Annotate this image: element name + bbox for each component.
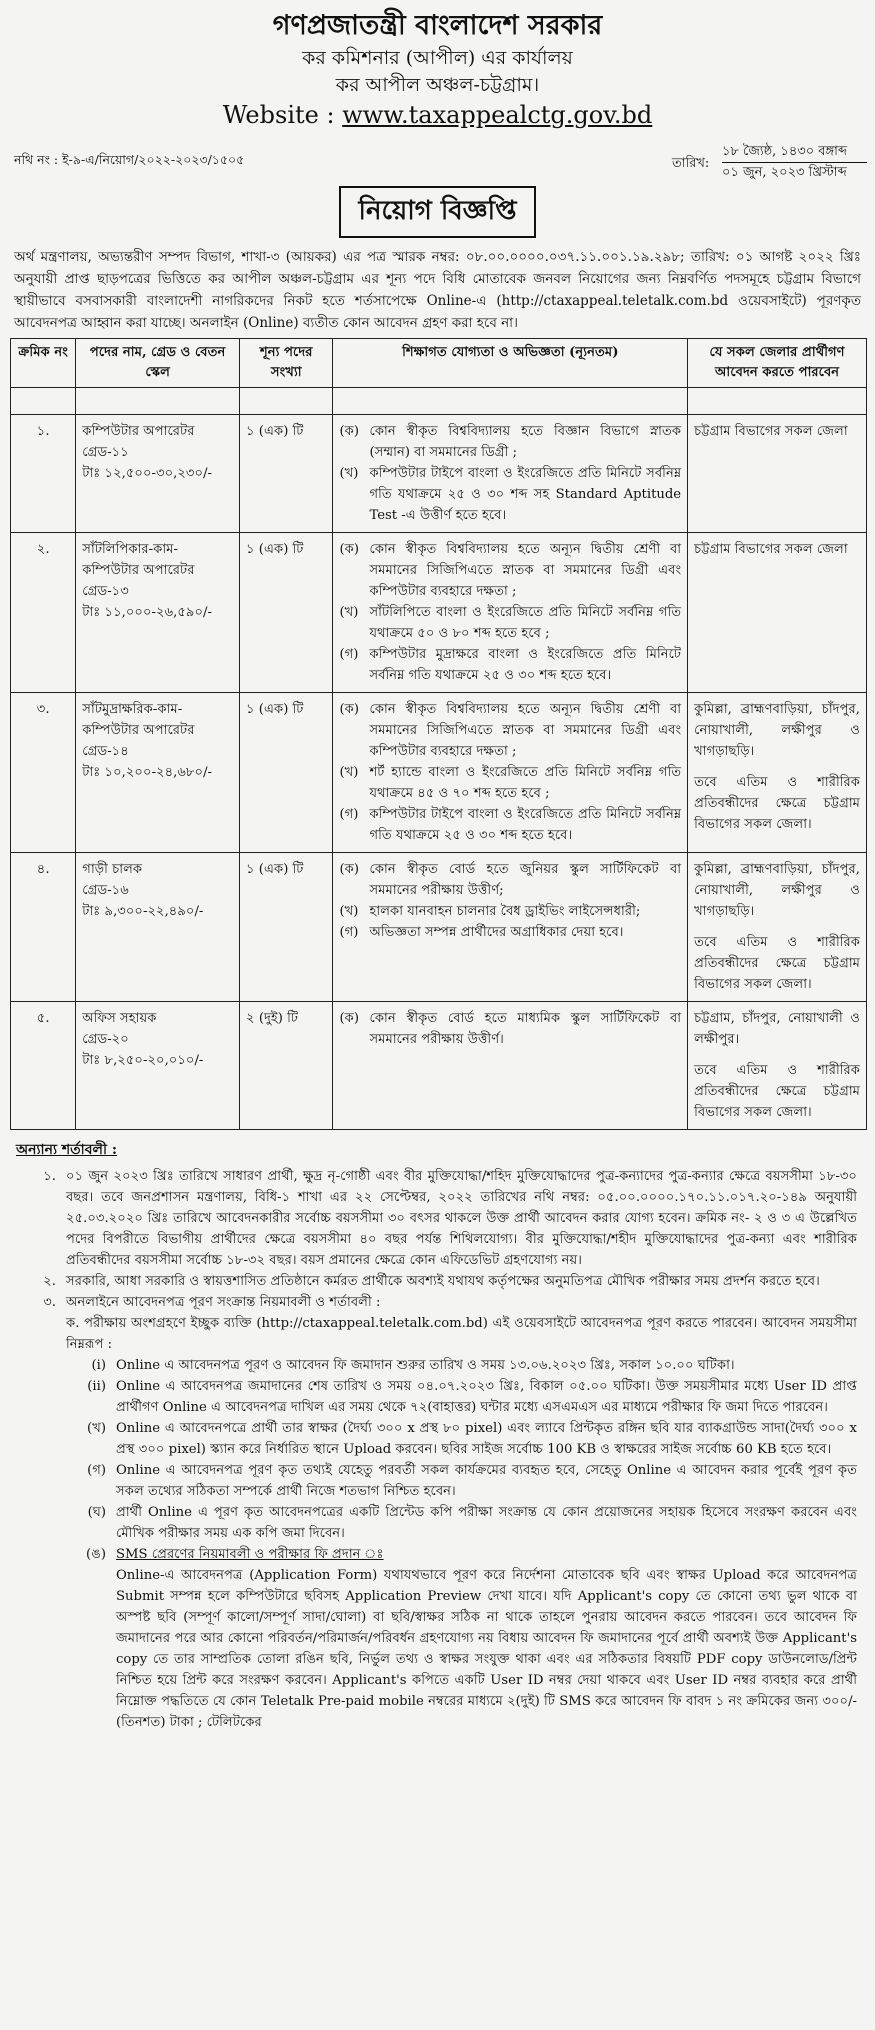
qualification-tag: (ক) <box>339 862 359 877</box>
sub-term <box>66 1355 857 1376</box>
districts-text: চট্টগ্রাম বিভাগের সকল জেলা <box>694 542 848 557</box>
table-row <box>11 693 867 853</box>
header-serial: ক্রমিক নং <box>11 339 76 388</box>
qualification-item <box>339 859 681 901</box>
qualification-item <box>339 922 681 943</box>
table-row <box>11 415 867 533</box>
table-spacer-row <box>11 388 867 415</box>
districts-note: তবে এতিম ও শারীরিক প্রতিবন্ধীদের ক্ষেত্রে চট্টগ্রাম বিভাগের সকল জেলা। <box>694 1063 860 1120</box>
qualification-cell <box>333 693 688 853</box>
sub-term <box>66 1376 857 1418</box>
post-scale: টাঃ ৮,২৫০-২০,০১০/- <box>82 1053 204 1068</box>
qualification-text: শর্ট হ্যান্ডে বাংলা ও ইংরেজিতে প্রতি মিনিটে সর্বনিম্ন গতি যথাক্রমে ৪৫ ও ৭০ শব্দ হতে হবে ; <box>369 765 682 801</box>
sub-term <box>66 1544 857 1733</box>
qualification-item <box>339 804 681 846</box>
terms-title: অন্যান্য শর্তাবলী : <box>16 1142 118 1158</box>
term-number: ৩. <box>43 1295 56 1310</box>
spacer-cell <box>11 388 76 415</box>
date-label: তারিখ: <box>672 156 710 171</box>
term-subtext: ক. পরীক্ষায় অংশগ্রহণে ইচ্ছুক ব্যক্তি (http://ctaxappeal.teletalk.com.bd) এই ওয়েবসাইটে আবেদনপত্র পূরণ করতে পারবেন। আবেদন সময়সীমা নিম্নরূপ : <box>66 1316 857 1352</box>
post-scale: টাঃ ১০,২০০-২৪,৬৮০/- <box>82 765 212 780</box>
header-vacancy: শূন্য পদের সংখ্যা <box>240 339 333 388</box>
header-qualification: শিক্ষাগত যোগ্যতা ও অভিজ্ঞতা (ন্যূনতম) <box>333 339 688 388</box>
sub-term-number: (i) <box>91 1358 106 1373</box>
spacer-cell <box>333 388 688 415</box>
term-text: সরকারি, আধা সরকারি ও স্বায়ত্তশাসিত প্রতিষ্ঠানে কর্মরত প্রার্থীকে অবশ্যই যথাযথ কর্তৃপক্ষের অনুমতিপত্র মৌখিক পরীক্ষার সময় প্রদর্শন করতে হবে। <box>66 1274 820 1289</box>
spacer-cell <box>240 388 333 415</box>
qualification-tag: (গ) <box>339 807 359 822</box>
qualification-tag: (খ) <box>339 904 359 919</box>
office-name: কর কমিশনার (আপীল) এর কার্যালয় <box>302 47 573 69</box>
qualification-text: কোন স্বীকৃত বিশ্ববিদ্যালয় হতে অন্যূন দ্বিতীয় শ্রেণী বা সমমানের সিজিপিএতে স্নাতক বা সমমানের ডিগ্রী এবং কম্পিউটার ব্যবহারে দক্ষতা ; <box>369 702 682 759</box>
qualification-text: কম্পিউটার মুদ্রাক্ষরে বাংলা ও ইংরেজিতে প্রতি মিনিটে সর্বনিম্ন গতি যথাক্রমে ২৫ ও ৩০ শব্দ হতে হবে। <box>369 647 682 683</box>
post-name: সাঁটলিপিকার-কাম-কম্পিউটার অপারেটর <box>82 542 195 578</box>
table-row <box>11 533 867 693</box>
qualification-tag: (ক) <box>339 424 359 439</box>
qualification-tag: (গ) <box>339 925 359 940</box>
qualification-item <box>339 1008 681 1050</box>
districts-cell <box>688 853 867 1002</box>
qualification-text: কম্পিউটার টাইপে বাংলা ও ইংরেজিতে প্রতি মিনিটে সর্বনিম্ন গতি যথাক্রমে ২৫ ও ৩০ শব্দ হতে হবে। <box>369 807 682 843</box>
term-item <box>16 1166 857 1271</box>
government-name: গণপ্রজাতন্ত্রী বাংলাদেশ সরকার <box>272 10 603 41</box>
sub-term-number: (ii) <box>87 1379 106 1394</box>
qualification-text: কোন স্বীকৃত বিশ্ববিদ্যালয় হতে বিজ্ঞান বিভাগে স্নাতক (সম্মান) বা সমমানের ডিগ্রী ; <box>369 424 682 460</box>
post-name: অফিস সহায়ক <box>82 1011 157 1026</box>
spacer-cell <box>688 388 867 415</box>
districts-text: চট্টগ্রাম, চাঁদপুর, নোয়াখালী ও লক্ষীপুর। <box>694 1011 860 1047</box>
districts-cell <box>688 533 867 693</box>
terms-section <box>16 1166 857 1733</box>
sub-term-number: (গ) <box>87 1463 106 1478</box>
term-item <box>16 1292 857 1733</box>
qualification-item <box>339 602 681 644</box>
qualification-cell <box>333 533 688 693</box>
memo-number: নথি নং : ই-৯-এ/নিয়োগ/২০২২-২০২৩/১৫০৫ <box>14 152 245 167</box>
qualification-cell <box>333 853 688 1002</box>
districts-cell <box>688 1002 867 1130</box>
serial-cell: ৪. <box>11 853 76 1002</box>
term-number: ২. <box>43 1274 56 1289</box>
term-text: ০১ জুন ২০২৩ খ্রিঃ তারিখে সাধারণ প্রার্থী, ক্ষুদ্র নৃ-গোষ্ঠী এবং বীর মুক্তিযোদ্ধা/শহিদ মুক্তিযোদ্ধাদের পুত্র-কন্যাদের পুত্র-কন্যার ক্ষেত্রে বয়সসীমা ১৮-৩০ বছর। তবে জনপ্রশাসন মন্ত্রণালয়, বিধি-১ শাখা এর ২২ সেপ্টেম্বর, ২০২২ তারিখের নথি নম্বর: ০৫.০০.০০০০.১৭০.১১.০১৭.২০-১৪৯ অনুযায়ী ২৫.০৩.২০২০ খ্রিঃ তারিখে আবেদনকারীর সর্বোচ্চ বয়সসীমা ৩০ বৎসর থাকলে উক্ত প্রার্থী আবেদন করার যোগ্য হবেন। ক্রমিক নং- ২ ও ৩ এ উল্লেখিত পদের বিপরীতে বিভাগীয় প্রার্থীদের ক্ষেত্রে বয়সসীমা ৪০ বছর পর্যন্ত শিথিলযোগ্য। বীর মুক্তিযোদ্ধা/শহীদ মুক্তিযোদ্ধাদের পুত্র-কন্যা এবং শারীরিক প্রতিবন্ধীদের বয়সসীমা সর্বোচ্চ ১৮-৩২ বছর। বয়স প্রমানের ক্ষেত্রে কোন এফিডেভিট গ্রহণযোগ্য নয়। <box>66 1169 857 1268</box>
intro-paragraph: অর্থ মন্ত্রণালয়, অভ্যন্তরীণ সম্পদ বিভাগ, শাখা-৩ (আয়কর) এর পত্র স্মারক নম্বর: ০৮.০০.০০০০.০৩৭.১১.০০১.১৯.২৯৮; তারিখ: ০১ আগষ্ট ২০২২ খ্রিঃ অনুযায়ী প্রাপ্ত ছাড়পত্রের ভিত্তিতে কর আপীল অঞ্চল-চট্টগ্রাম এর শূন্য পদে বিধি মোতাবেক জনবল নিয়োগের জন্য নিম্নবর্ণিত পদসমূহে চট্টগ্রাম বিভাগে স্থায়ীভাবে বসবাসকারী বাংলাদেশী নাগরিকদের নিকট হতে শর্তসাপেক্ষে Online-এ (http://ctaxappeal.teletalk.com.bd ওয়েবসাইটে) পূরণকৃত আবেদনপত্র আহ্বান করা যাচ্ছে। অনলাইন (Online) ব্যতীত কোন আবেদন গ্রহণ করা হবে না। <box>14 249 861 331</box>
qualification-cell <box>333 1002 688 1130</box>
qualification-text: হালকা যানবাহন চালনার বৈধ ড্রাইভিং লাইসেন্সধারী; <box>369 904 641 919</box>
serial-cell: ৫. <box>11 1002 76 1130</box>
vacancy-cell: ১ (এক) টি <box>240 693 333 853</box>
post-grade: গ্রেড-১৩ <box>82 584 129 599</box>
sub-term-number: (খ) <box>87 1421 106 1436</box>
qualification-item <box>339 699 681 762</box>
qualification-tag: (খ) <box>339 765 359 780</box>
districts-text: কুমিল্লা, ব্রাহ্মণবাড়িয়া, চাঁদপুর, নোয়াখালী, লক্ষীপুর ও খাগড়াছড়ি। <box>694 702 860 759</box>
date-english: ০১ জুন, ২০২৩ খ্রিস্টাব্দ <box>722 165 847 180</box>
sub-term-text: Online এ আবেদনপত্র পূরণ কৃত তথ্যই যেহেতু পরবর্তী সকল কার্যক্রমের ব্যবহৃত হবে, সেহেতু Online এ আবেদন করার পূর্বেই পূরণ কৃত সকল তথ্যের সঠিকতা সম্পর্কে প্রার্থী নিজে শতভাগ নিশ্চিত হবেন। <box>116 1463 857 1499</box>
sub-term-text: প্রার্থী Online এ পূরণ কৃত আবেদনপত্রের একটি প্রিন্টেড কপি পরীক্ষা সংক্রান্ত যে কোন প্রয়োজনের সহায়ক হিসেবে সংরক্ষণ করবেন এবং মৌখিক পরীক্ষার সময় এক কপি জমা দিবেন। <box>116 1505 857 1541</box>
districts-note: তবে এতিম ও শারীরিক প্রতিবন্ধীদের ক্ষেত্রে চট্টগ্রাম বিভাগের সকল জেলা। <box>694 935 860 992</box>
post-cell <box>76 415 240 533</box>
districts-note: তবে এতিম ও শারীরিক প্রতিবন্ধীদের ক্ষেত্রে চট্টগ্রাম বিভাগের সকল জেলা। <box>694 775 860 832</box>
qualification-item <box>339 539 681 602</box>
post-grade: গ্রেড-১৪ <box>82 744 129 759</box>
header-districts: যে সকল জেলার প্রার্থীগণ আবেদন করতে পারবেন <box>688 339 867 388</box>
term-item <box>16 1271 857 1292</box>
post-name: সাঁটমুদ্রাক্ষরিক-কাম-কম্পিউটার অপারেটর <box>82 702 195 738</box>
letterhead <box>10 8 865 132</box>
serial-cell: ২. <box>11 533 76 693</box>
qualification-item <box>339 421 681 463</box>
sms-instructions <box>116 1544 857 1733</box>
qualification-text: কোন স্বীকৃত বোর্ড হতে জুনিয়র স্কুল সার্টিফিকেট বা সমমানের পরীক্ষায় উত্তীর্ণ; <box>369 862 682 898</box>
vacancy-cell: ২ (দুই) টি <box>240 1002 333 1130</box>
website-label: Website : <box>222 101 335 129</box>
term-body <box>66 1292 857 1733</box>
districts-text: চট্টগ্রাম বিভাগের সকল জেলা <box>694 424 848 439</box>
post-scale: টাঃ ৯,৩০০-২২,৪৯০/- <box>82 904 204 919</box>
website-line <box>10 98 865 132</box>
qualification-text: কোন স্বীকৃত বিশ্ববিদ্যালয় হতে অন্যূন দ্বিতীয় শ্রেণী বা সমমানের সিজিপিএতে স্নাতক বা সমমানের ডিগ্রী এবং কম্পিউটার ব্যবহারে দক্ষতা ; <box>369 542 682 599</box>
term-number: ১. <box>43 1169 56 1184</box>
districts-cell <box>688 415 867 533</box>
table-row <box>11 1002 867 1130</box>
sub-term-number: (ঘ) <box>87 1505 106 1520</box>
qualification-cell <box>333 415 688 533</box>
sub-term <box>66 1502 857 1544</box>
table-header-row <box>11 339 867 388</box>
qualification-item <box>339 762 681 804</box>
serial-cell: ১. <box>11 415 76 533</box>
reference-row <box>10 136 865 192</box>
zone-name: কর আপীল অঞ্চল-চট্টগ্রাম। <box>335 74 540 96</box>
post-name: গাড়ী চালক <box>82 862 143 877</box>
post-grade: গ্রেড-১১ <box>82 445 129 460</box>
post-scale: টাঃ ১২,৫০০-৩০,২৩০/- <box>82 466 212 481</box>
sub-term <box>66 1418 857 1460</box>
post-scale: টাঃ ১১,০০০-২৬,৫৯০/- <box>82 605 212 620</box>
post-cell <box>76 1002 240 1130</box>
vacancy-cell: ১ (এক) টি <box>240 415 333 533</box>
notice-title: নিয়োগ বিজ্ঞপ্তি <box>339 186 537 238</box>
qualification-text: কম্পিউটার টাইপে বাংলা ও ইংরেজিতে প্রতি মিনিটে সর্বনিম্ন গতি যথাক্রমে ২৫ ও ৩০ শব্দ সহ Standard Aptitude Test -এ উত্তীর্ণ হতে হবে। <box>369 466 682 523</box>
qualification-text: অভিজ্ঞতা সম্পন্ন প্রার্থীদের অগ্রাধিকার দেয়া হবে। <box>369 925 624 940</box>
vacancy-cell: ১ (এক) টি <box>240 853 333 1002</box>
qualification-tag: (ক) <box>339 702 359 717</box>
term-text: অনলাইনে আবেদনপত্র পূরণ সংক্রান্ত নিয়মাবলী ও শর্তাবলী : <box>66 1295 381 1310</box>
sub-term <box>66 1460 857 1502</box>
qualification-tag: (ক) <box>339 1011 359 1026</box>
post-cell <box>76 533 240 693</box>
qualification-item <box>339 463 681 526</box>
sub-term-text: Online এ আবেদনপত্র পূরণ ও আবেদন ফি জমাদান শুরুর তারিখ ও সময় ১৩.০৬.২০২৩ খ্রিঃ, সকাল ১০.০০ ঘটিকা। <box>116 1358 735 1373</box>
qualification-tag: (ক) <box>339 542 359 557</box>
qualification-item <box>339 901 681 922</box>
spacer-cell <box>76 388 240 415</box>
districts-text: কুমিল্লা, ব্রাহ্মণবাড়িয়া, চাঁদপুর, নোয়াখালী, লক্ষীপুর ও খাগড়াছড়ি। <box>694 862 860 919</box>
post-cell <box>76 853 240 1002</box>
vacancy-table <box>10 338 867 1130</box>
website-link[interactable]: www.taxappealctg.gov.bd <box>342 101 653 129</box>
qualification-tag: (খ) <box>339 466 359 481</box>
header-post: পদের নাম, গ্রেড ও বেতন স্কেল <box>76 339 240 388</box>
date-block <box>722 142 867 183</box>
districts-cell <box>688 693 867 853</box>
post-name: কম্পিউটার অপারেটর <box>82 424 195 439</box>
post-grade: গ্রেড-২০ <box>82 1032 129 1047</box>
post-grade: গ্রেড-১৬ <box>82 883 129 898</box>
sms-text: Online-এ আবেদনপত্র (Application Form) যথাযথভাবে পূরণ করে নির্দেশনা মোতাবেক ছবি এবং স্বাক্ষর Upload করে আবেদনপত্র Submit সম্পন্ন হলে কম্পিউটারে ছবিসহ Application Preview দেখা যাবে। যদি Applicant's copy তে কোনো তথ্য ভুল থাকে বা অস্পষ্ট ছবি (সম্পূর্ণ কালো/সম্পূর্ণ সাদা/ঘোলা) বা ছবি/স্বাক্ষর সঠিক না থাকে তাহলে পুনরায় আবেদন করতে পারবেন। তবে আবেদন ফি জমাদানের পরে আর কোনো পরিবর্তন/পরিমার্জন/পরিবর্ধন গ্রহণযোগ্য নয় বিধায় আবেদন ফি জমাদানের পূর্বে প্রার্থী অবশ্যই উক্ত Applicant's copy তে তার সাম্প্রতিক তোলা রঙিন ছবি, নির্ভুল তথ্য ও স্বাক্ষর সংযুক্ত থাকা এবং এর সঠিকতার বিষয়টি PDF copy ডাউনলোড/প্রিন্ট নিশ্চিত হয়ে প্রিন্ট করে সংরক্ষণ করবেন। Applicant's কপিতে একটি User ID নম্বর দেয়া থাকবে এবং User ID নম্বর ব্যবহার করে প্রার্থী নিম্নোক্ত পদ্ধতিতে যে কোন Teletalk Pre-paid mobile নম্বরের মাধ্যমে ২(দুই) টি SMS করে আবেদন ফি বাবদ ১ নং ক্রমিকের জন্য ৩০০/- (তিনশত) টাকা ; টেলিটকের <box>116 1568 857 1730</box>
date-bangla: ১৮ জ্যৈষ্ঠ, ১৪৩০ বঙ্গাব্দ <box>722 142 867 163</box>
qualification-item <box>339 644 681 686</box>
qualification-text: কোন স্বীকৃত বোর্ড হতে মাধ্যমিক স্কুল সার্টিফিকেট বা সমমানের পরীক্ষায় উত্তীর্ণ। <box>369 1011 682 1047</box>
table-row <box>11 853 867 1002</box>
vacancy-cell: ১ (এক) টি <box>240 533 333 693</box>
serial-cell: ৩. <box>11 693 76 853</box>
title-wrap <box>10 186 865 238</box>
qualification-tag: (গ) <box>339 647 359 662</box>
qualification-tag: (খ) <box>339 605 359 620</box>
sub-term-text: Online এ আবেদনপত্রে প্রার্থী তার স্বাক্ষর (দৈর্ঘ্য ৩০০ x প্রস্থ ৮০ pixel) এবং ল্যাবে প্রিন্টকৃত রঙ্গিন ছবি যার ব্যাকগ্রাউন্ড সাদা(দৈর্ঘ্য ৩০০ x প্রস্থ ৩০০ pixel) স্ক্যান করে নির্ধারিত স্থানে Upload করবেন। ছবির সাইজ সর্বোচ্চ 100 KB ও স্বাক্ষরের সাইজ সর্বোচ্চ 60 KB হতে হবে। <box>116 1421 857 1457</box>
sms-heading: SMS প্রেরণের নিয়মাবলী ও পরীক্ষার ফি প্রদান ঃ <box>116 1547 384 1562</box>
sub-term-number: (ঙ) <box>86 1547 106 1562</box>
post-cell <box>76 693 240 853</box>
qualification-text: সাঁটলিপিতে বাংলা ও ইংরেজিতে প্রতি মিনিটে সর্বনিম্ন গতি যথাক্রমে ৫০ ও ৮০ শব্দ হতে হবে ; <box>369 605 682 641</box>
sub-term-text: Online এ আবেদনপত্র জমাদানের শেষ তারিখ ও সময় ০৪.০৭.২০২৩ খ্রিঃ, বিকাল ০৫.০০ ঘটিকা। উক্ত সময়সীমার মধ্যে User ID প্রাপ্ত প্রার্থীগণ Online এ আবেদনপত্র দাখিল এর সময় থেকে ৭২(বাহাত্তর) ঘন্টার মধ্যে এসএমএস এর মাধ্যমে পরীক্ষার ফি জমা দিতে পারবেন। <box>116 1379 857 1415</box>
